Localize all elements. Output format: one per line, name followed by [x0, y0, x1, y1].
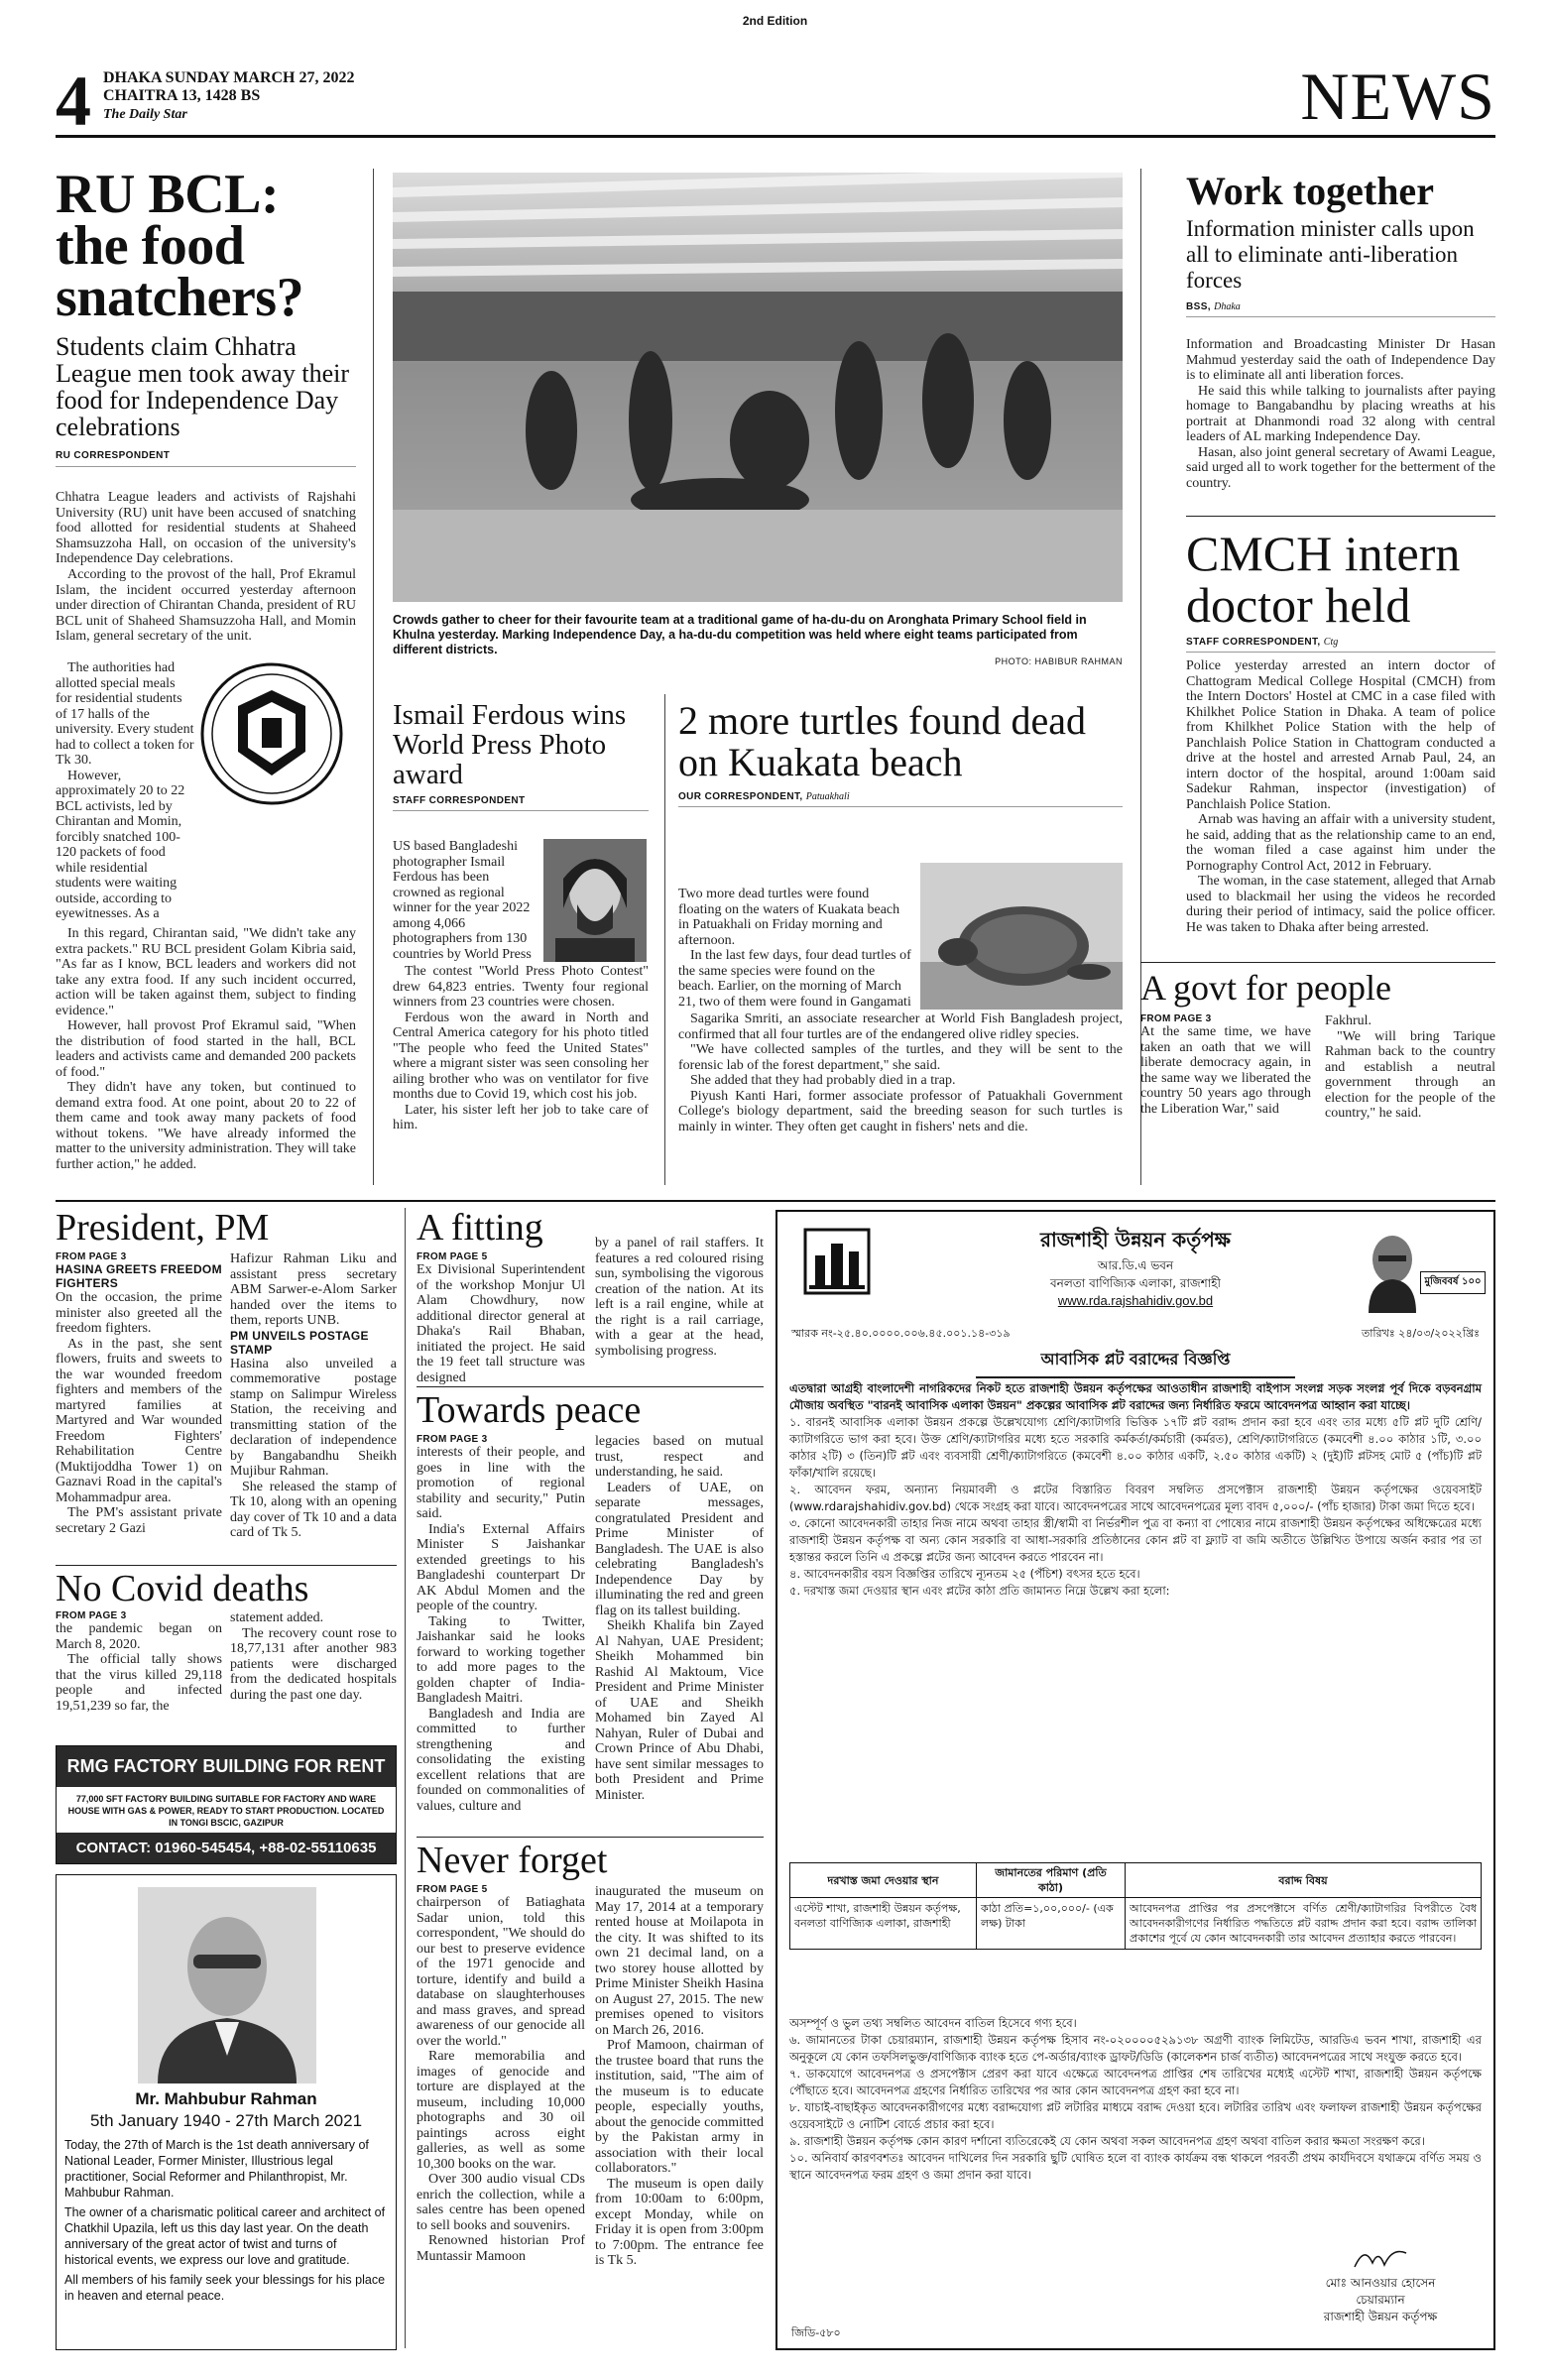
never-para: Renowned historian Prof Muntassir Mamoon	[417, 2233, 585, 2264]
cmch-para: Police yesterday arrested an intern doctor of Chattogram Medical College Hospital (CMCH) from the Intern Doctors' Hostel at CMC in a case filed with Khilkhet Police Station in Dhaka. A team of police from Khilkhet Police Station with the help of Panchlaish Police Station in Chattogram conducted a drive at the hostel and arrested Arnab Paul, 24, an intern doctor of the hospital, around 1:00am said Sadekur Rahman, inspector (investigation) of Panchlaish Police Station.	[1186, 658, 1495, 812]
turtles-para: In the last few days, four dead turtles of the same species were found on the beach. Earlier, on the morning of March 21, two of them were found in Gangamati	[678, 948, 911, 1010]
peace-headline: Towards peace	[417, 1389, 642, 1431]
ismail-byline: STAFF CORRESPONDENT	[393, 795, 649, 811]
president-para: As in the past, she sent flowers, fruits and sweets to the war wounded freedom fighters and members of the martyred families at Martyred and War wounded Freedom Fighters' Rehabilitation Centre (Muktijoddha Tower 1) on Gaznavi Road in the capital's Mohammadpur area.	[56, 1336, 222, 1505]
rda-item	[789, 2032, 1482, 2066]
work-together-byline-text: BSS,	[1186, 301, 1211, 312]
rda-ad	[775, 1210, 1495, 2350]
never-col2	[595, 1884, 764, 2350]
rda-item-text: অসম্পূর্ণ ও ভুল তথ্য সম্বলিত আবেদন বাতিল হিসেবে গণ্য হবে।	[789, 2016, 1077, 2030]
work-together-byline-place: Dhaka	[1214, 301, 1241, 312]
rda-table-cell: এস্টেট শাখা, রাজশাহী উন্নয়ন কর্তৃপক্ষ, বনলতা বাণিজ্যিক এলাকা, রাজশাহী	[790, 1898, 977, 1950]
turtles-para: Sagarika Smriti, an associate researcher at World Fish Bangladesh project, confirmed that all four turtles are of the endangered olive ridley species.	[678, 1012, 1123, 1042]
ru-bcl-para: In this regard, Chirantan said, "We didn't take any extra packets." RU BCL president Golam Kibria said, "As far as I know, BCL leaders and workers did not take any extra food. If any such incident occurred, action will be taken against them, subject to finding evidence."	[56, 926, 356, 1018]
ru-bcl-para: They didn't have any token, but continued to demand extra food. At one point, about 20 to 22 of them came and took away many packets of food without tokens. "We have already informed the matter to the university administration. They will take further action," he added.	[56, 1080, 356, 1172]
rda-item	[789, 2150, 1482, 2184]
turtles-byline-text: OUR CORRESPONDENT,	[678, 791, 803, 802]
ru-bcl-headline: RU BCL: the food snatchers?	[56, 164, 304, 328]
rda-item-number: ৮.	[789, 2100, 805, 2114]
fitting-kicker: FROM PAGE 5	[417, 1251, 488, 1262]
rda-table-cell: আবেদনপত্র প্রাপ্তির পর প্রসপেক্টাসে বর্ণিত শ্রেণী/ক্যাটাগরির বিপরীতে বৈধ আবেদনকারীগণের নির্ধারিত পদ্ধতিতে প্লট বরাদ্দ প্রদান করা হবে। বরাদ্দ তালিকা প্রকাশের পূর্বে যে কোন আবেদনকারী তার আবেদন প্রত্যাহার করতে পারবেন।	[1126, 1898, 1482, 1950]
rmg-ad	[56, 1745, 397, 1864]
peace-para: Taking to Twitter, Jaishankar said he looks forward to working together to add more pages to the golden chapter of India-Bangladesh Maitri.	[417, 1613, 585, 1706]
president-kicker: FROM PAGE 3	[56, 1251, 127, 1262]
rda-item-number: ৯.	[789, 2134, 804, 2148]
rda-intro: এতদ্বারা আগ্রহী বাংলাদেশী নাগরিকদের নিকট হতে রাজশাহী উন্নয়ন কর্তৃপক্ষের আওতাধীন রাজশাহী বাইপাস সংলগ্ন সড়ক সংলগ্ন পূর্ব দিকে বড়বনগ্রাম মৌজায় অবস্থিত "বারনই আবাসিক এলাকা উন্নয়ন" প্রকল্পের আবাসিক প্লট বরাদ্দের জন্য নির্ধারিত ফরমে আবেদনপত্র আহ্বান করা যাচ্ছে।	[789, 1381, 1482, 1412]
rda-ref-number: জিডি-৫৮০	[791, 2326, 841, 2339]
rda-item-number: ৭.	[789, 2067, 806, 2081]
rda-org-name: রাজশাহী উন্নয়ন কর্তৃপক্ষ	[1040, 1228, 1231, 1251]
fitting-para: by a panel of rail staffers. It features a red coloured rising sun, symbolising the vigorous creation of the nation. At its left is a rail engine, while at the right is a rail carriage, with a gear at the head, symbolising progress.	[595, 1236, 764, 1359]
cmch-para: The woman, in the case statement, alleged that Arnab used to blackmail her using the videos he recorded during their period of intimacy, said the police officer. He was taken to Dhaka after being arrested.	[1186, 874, 1495, 935]
president-para: On the occasion, the prime minister also greeted all the freedom fighters.	[56, 1290, 222, 1336]
hadudu-photo	[393, 173, 1123, 602]
ru-bcl-byline: RU CORRESPONDENT	[56, 450, 356, 467]
cmch-article	[1186, 528, 1495, 653]
rda-item-number: ৫.	[789, 1584, 804, 1598]
president-para: The PM's assistant private secretary 2 Gazi	[56, 1505, 222, 1536]
cmch-byline-place: Ctg	[1323, 637, 1339, 648]
ismail-article	[393, 700, 649, 811]
peace-col1	[417, 1434, 585, 1823]
govt-people-text1: At the same time, we have taken an oath that we will liberate democracy again, in the same way we liberated the country 50 years ago through the Liberation War," said	[1140, 1024, 1311, 1117]
peace-para: legacies based on mutual trust, respect and understanding, he said.	[595, 1434, 764, 1480]
rda-building: আর.ডি.এ ভবন	[1097, 1258, 1174, 1272]
president-para: She released the stamp of Tk 10, along with an opening day cover of Tk 10 and a data card of Tk 5.	[230, 1479, 397, 1540]
rda-item	[789, 1482, 1482, 1515]
ismail-portrait-photo	[543, 839, 647, 962]
work-together-headline: Work together	[1186, 169, 1434, 213]
rda-table-header: দরখাস্ত জমা দেওয়ার স্থান	[790, 1863, 977, 1898]
rda-item-text: আবেদন ফরম, অন্যান্য নিয়মাবলী ও প্লটের বিস্তারিত বিবরণ সম্বলিত প্রসপেক্টাস রাজশাহী উন্নয়ন কর্তৃপক্ষের ওয়েবসাইট (www.rdarajshahidiv.gov.bd) থেকে সংগ্রহ করা যাবে। আবেদনপত্রের সাথে আবেদনপত্রের মূল্য বাবদ ৫,০০০/- (পাঁচ হাজার) টাকা জমা দিতে হবে।	[789, 1483, 1482, 1513]
peace-col2	[595, 1434, 764, 1823]
mujib-borsho-badge: মুজিববর্ষ ১০০	[1420, 1271, 1486, 1294]
rda-notice-conditions	[789, 2015, 1482, 2184]
president-headline: President, PM	[56, 1207, 270, 1249]
never-para: The museum is open daily from 10:00am to 6:00pm, except Monday, while on Friday it is open from 3:00pm to 7:00pm. The entrance fee is Tk 5.	[595, 2176, 764, 2268]
rda-item	[789, 2066, 1482, 2099]
president-col1	[56, 1251, 222, 1536]
never-para: inaugurated the museum on May 17, 2014 at a temporary rented house at Moilapota in the city. It was shifted to its own 21 decimal land, on a two storey house allotted by Prime Minister Sheikh Hasina on August 27, 2015. The new premises opened to visitors on March 26, 2016.	[595, 1884, 764, 2038]
govt-people-col1	[1140, 1013, 1311, 1173]
president-article	[56, 1208, 393, 1248]
president-para: Hasina also unveiled a commemorative postage stamp on Salimpur Wireless Station, the receiving and transmitting station of the declaration of independence by Bangabandhu Sheikh Mujibur Rahman.	[230, 1356, 397, 1479]
peace-para: Sheikh Khalifa bin Zayed Al Nahyan, UAE President; Sheikh Mohammed bin Rashid Al Maktoum, Vice President and Prime Minister of UAE and Sheikh Mohamed bin Zayed Al Nahyan, Ruler of Dubai and Crown Prince of Abu Dhabi, have sent similar messages to both President and Prime Minister.	[595, 1618, 764, 1803]
never-para: Rare memorabilia and images of genocide and torture are displayed at the museum, including 10,000 photographs and 30 oil paintings across eight galleries, as well as some 10,300 books on the war.	[417, 2049, 585, 2172]
never-para: chairperson of Batiaghata Sadar union, told this correspondent, "We should do our best to preserve evidence of the 1971 genocide and torture, identify and build a database on slaughterhouses and mass graves, and spread awareness of our genocide all over the world."	[417, 1895, 585, 2049]
rda-date: তারিখঃ ২৪/০৩/২০২২খ্রিঃ	[1361, 1327, 1480, 1340]
ismail-headline: Ismail Ferdous wins World Press Photo award	[393, 699, 627, 790]
obituary-para: Today, the 27th of March is the 1st death anniversary of National Leader, Former Minister, Illustrious legal practitioner, Social Reformer and Philanthropist, Mr. Mahbubur Rahman.	[64, 2138, 369, 2200]
govt-people-article	[1140, 968, 1495, 1008]
cmch-para: Arnab was having an affair with a university student, he said, adding that as the relationship came to an end, the woman filed a case against him under the Pornography Control Act, 2012 in February.	[1186, 812, 1495, 874]
ru-bcl-body-top	[56, 490, 356, 567]
rda-item-text: আবেদনকারীর বয়স বিজ্ঞপ্তির তারিখে ন্যূনতম ২৫ (পঁচিশ) বৎসর হতে হবে।	[803, 1567, 1140, 1581]
rmg-ad-title: RMG FACTORY BUILDING FOR RENT	[57, 1746, 396, 1787]
photo-caption: Crowds gather to cheer for their favourite team at a traditional game of ha-du-du on Aronghata Primary School field in Khulna yesterday. Marking Independence Day, a ha-du-du competition was held where eight teams participated from different districts.	[393, 613, 1087, 656]
ru-bcl-body-3	[56, 926, 356, 1186]
ismail-body-2	[393, 964, 649, 1184]
ru-bcl-para: According to the provost of the hall, Prof Ekramul Islam, the incident occurred yesterday afternoon under direction of Chirantan Chanda, president of RU BCL unit of Shaheed Shamsuzzoha Hall, and Momin Islam, general secretary of the unit.	[56, 567, 356, 644]
rda-item	[789, 1515, 1482, 1566]
work-together-para: He said this while talking to journalists after paying homage to Bangabandhu by placing wreaths at his portrait at Dhanmondi road 32 along with central leaders of AL marking Independence Day.	[1186, 383, 1495, 444]
peace-article	[417, 1390, 764, 1430]
ru-bcl-body-1	[56, 567, 356, 660]
rda-item-number: ৪.	[789, 1567, 804, 1581]
rda-item-text: জামানতের টাকা চেয়ারম্যান, রাজশাহী উন্নয়ন কর্তৃপক্ষ হিসাব নং-০২০০০০৫২৯১৩৮ অগ্রণী ব্যাংক লিমিটেড, আরডিএ ভবন শাখা, রাজশাহী এর অনুকূলে যে কোন তফসিলভুক্ত/বাণিজ্যিক ব্যাংক হতে পে-অর্ডার/ব্যাংক ড্রাফট/ডিডি (কালেকশন চার্জ ব্যতীত) আবেদনপত্রের সাথে সংযুক্ত করতে হবে।	[789, 2033, 1482, 2064]
covid-col1	[56, 1610, 222, 1714]
turtles-byline-place: Patuakhali	[805, 791, 850, 802]
govt-people-text3: "We will bring Tarique Rahman back to the country and establish a neutral government through an election for the people of the country," he said.	[1325, 1028, 1495, 1121]
masthead-paper-name: The Daily Star	[103, 107, 187, 122]
rda-item-text: বারনই আবাসিক এলাকা উন্নয়ন প্রকল্পে উল্লেখযোগ্য শ্রেণি/ক্যাটাগরি ভিত্তিক ১৭টি প্লট বরাদ্দ প্রদান করা হবে এবং তার মধ্যে ৫টি প্লট দুটি শ্রেণি/ক্যাটাগরিতে ভাগ করা হবে। উক্ত শ্রেণি/ক্যাটাগরির মধ্যে হতে সরকারি কর্মকর্তা/কর্মচারী (কর্মরত), শ্রেণি/ক্যাটাগরিতে (কমবেশী ৪.০০ কাঠার ১টি, ৩.০০ কাঠার ২টি) ৩ (তিন)টি প্লট এবং ব্যবসায়ী শ্রেণী/ক্যাটাগরিতে (কমবেশী ৪.০০ কাঠার একটি, ২.৫০ কাঠার একটি) ২ (দুই)টি প্লটসহ মোট ৫ (পাঁচ)টি প্লট ফাঁকা/খালি রয়েছে।	[789, 1415, 1482, 1480]
govt-people-kicker: FROM PAGE 3	[1140, 1013, 1212, 1024]
rda-item	[789, 2133, 1482, 2150]
edition-label: 2nd Edition	[742, 14, 808, 28]
section-title: NEWS	[1300, 59, 1495, 134]
rmg-ad-body: 77,000 SFT FACTORY BUILDING SUITABLE FOR FACTORY AND WARE HOUSE WITH GAS & POWER, READY TO START PRODUCTION. LOCATED IN TONGI BSCIC, GAZIPUR	[67, 1794, 385, 1828]
rda-item	[789, 1583, 1482, 1600]
ru-bcl-para: However, approximately 20 to 22 BCL activists, led by Chirantan and Momin, forcibly snatched 100-120 packets of food while residential students were waiting outside, according to eyewitnesses. As a	[56, 768, 185, 921]
turtles-headline: 2 more turtles found dead on Kuakata beach	[678, 698, 1086, 784]
ru-bcl-article	[56, 164, 356, 467]
president-subhead-2: PM UNVEILS POSTAGE STAMP	[230, 1328, 369, 1357]
fitting-col1	[417, 1251, 585, 1385]
cmch-byline	[1186, 637, 1495, 653]
ismail-para: Ferdous won the award in North and Central America category for his photo titled "The people who feed the United States" where a migrant sister was seen consoling her ailing brother who was on ventilator for five months due to Covid 19, which cost his job.	[393, 1010, 649, 1102]
rda-notice-body	[789, 1380, 1482, 1600]
never-col1	[417, 1884, 585, 2350]
president-para: Hafizur Rahman Liku and assistant press secretary ABM Sarwer-e-Alom Sarker handed over the items to them, reports UNB.	[230, 1251, 397, 1328]
peace-para: India's External Affairs Minister S Jaishankar extended greetings to his Bangladeshi counterpart Dr AK Abdul Momen and the people of the country.	[417, 1521, 585, 1613]
rda-item-number: ৩.	[789, 1516, 805, 1530]
rda-item-number: ২.	[789, 1483, 815, 1496]
covid-para: The official tally shows that the virus killed 29,118 people and infected 19,51,239 so far, the	[56, 1652, 222, 1714]
rda-signatory-block	[1281, 2275, 1480, 2325]
work-together-article	[1186, 171, 1495, 317]
masthead-bangla-date: CHAITRA 13, 1428 BS	[103, 87, 261, 104]
never-headline: Never forget	[417, 1840, 608, 1881]
covid-article	[56, 1569, 397, 1608]
rda-item	[789, 2099, 1482, 2133]
obituary-name: Mr. Mahbubur Rahman	[135, 2089, 317, 2108]
rda-notice-title: আবাসিক প্লট বরাদ্দের বিজ্ঞপ্তি	[976, 1347, 1295, 1378]
govt-people-col2	[1325, 1013, 1495, 1168]
covid-col2	[230, 1610, 397, 1703]
rda-signatory-designation: চেয়ারম্যান	[1356, 2293, 1405, 2307]
rda-table-cell: কাঠা প্রতি=১,০০,০০০/- (এক লক্ষ) টাকা	[977, 1898, 1126, 1950]
rda-item	[789, 1414, 1482, 1482]
covid-kicker: FROM PAGE 3	[56, 1610, 127, 1621]
turtles-para: She added that they had probably died in a trap.	[690, 1073, 956, 1088]
covid-para: The recovery count rose to 18,77,131 after another 983 patients were discharged from the dedicated hospitals during the past one day.	[230, 1625, 397, 1703]
peace-para: interests of their people, and goes in line with the promotion of regional stability and security," Putin said.	[417, 1445, 585, 1521]
cmch-headline: CMCH intern doctor held	[1186, 526, 1461, 633]
ismail-para: The contest "World Press Photo Contest" drew 64,823 entries. Twenty four regional winners from 23 countries were chosen.	[393, 964, 649, 1010]
work-together-byline	[1186, 301, 1495, 317]
cmch-byline-text: STAFF CORRESPONDENT,	[1186, 637, 1321, 648]
rda-item-text: যাচাই-বাছাইকৃত আবেদনকারীগণের মধ্যে বরাদ্দযোগ্য প্লট লটারির মাধ্যমে বরাদ্দ দেওয়া হবে। লটারির তারিখ এবং ফলাফল রাজশাহী উন্নয়ন কর্তৃপক্ষের ওয়েবসাইটে ও নোটিশ বোর্ডে প্রচার করা হবে।	[789, 2100, 1482, 2131]
obituary-portrait-photo	[138, 1887, 316, 2083]
university-logo	[198, 660, 345, 807]
rda-item-text: রাজশাহী উন্নয়ন কর্তৃপক্ষ কোন কারণ দর্শানো ব্যতিরেকেই যে কোন অথবা সকল আবেদনপত্র গ্রহণ অথবা বাতিল করার ক্ষমতা সংরক্ষণ করে।	[803, 2134, 1425, 2148]
rda-item-number: ১.	[789, 1415, 806, 1429]
turtle-photo	[920, 863, 1123, 1010]
peace-para: Leaders of UAE, on separate messages, congratulated President and Prime Minister of Bangladesh. The UAE is also celebrating Bangladesh's Independence Day by illuminating the red and green flag on its tallest building.	[595, 1480, 764, 1618]
masthead-date: DHAKA SUNDAY MARCH 27, 2022	[103, 69, 355, 86]
rda-item-text: ডাকযোগে আবেদনপত্র ও প্রসপেক্টাস প্রেরণ করা যাবে এক্ষেত্রে আবেদনপত্র প্রাপ্তির শেষ তারিখের মধ্যেই এস্টেট শাখা, রাজশাহী উন্নয়ন কর্তৃপক্ষে পৌঁছাতে হবে। আবেদনপত্র গ্রহণের নির্ধারিত তারিখের পর আর কোন আবেদনপত্র গ্রহণ করা হবে না।	[789, 2067, 1482, 2097]
work-together-para: Hasan, also joint general secretary of Awami League, said urged all to work together for the betterment of the country.	[1186, 444, 1495, 491]
ru-bcl-deck: Students claim Chhatra League men took away their food for Independence Day celebrations	[56, 332, 349, 441]
president-subhead-1: HASINA GREETS FREEDOM FIGHTERS	[56, 1262, 222, 1290]
obituary-dates: 5th January 1940 - 27th March 2021	[89, 2111, 363, 2130]
turtles-body-2	[678, 1012, 1123, 1186]
rda-item-number: ১০.	[789, 2151, 812, 2165]
rda-item-text: দরখাস্ত জমা দেওয়ার স্থান এবং প্লটের কাঠা প্রতি জামানত নিম্নে উল্লেখ করা হলো:	[803, 1584, 1170, 1598]
page-number: 4	[56, 61, 91, 141]
never-para: Prof Mamoon, chairman of the trustee board that runs the institution, said, "The aim of the museum is to educate people, especially youths, about the genocide committed by the Pakistan army in association with their local collaborators."	[595, 2038, 764, 2176]
turtles-byline	[678, 791, 1123, 807]
obituary-para: All members of his family seek your blessings for his place in heaven and eternal peace.	[64, 2273, 386, 2303]
rda-table-row	[790, 1898, 1482, 1950]
rda-address: বনলতা বাণিজ্যিক এলাকা, রাজশাহী	[1050, 1276, 1221, 1290]
work-together-deck: Information minister calls upon all to eliminate anti-liberation forces	[1186, 216, 1475, 293]
rda-item	[789, 2015, 1482, 2032]
never-para: Over 300 audio visual CDs enrich the collection, while a sales centre has been opened to sell books and souvenirs.	[417, 2172, 585, 2233]
turtles-para: Piyush Kanti Hari, former associate professor of Patuakhali Government College's biology department, said the breeding season for such turtles is mainly in winter. They often get caught in fishers' nets and die.	[678, 1088, 1123, 1134]
rda-item-text: অনিবার্য কারণবশতঃ আবেদন দাখিলের দিন সরকারি ছুটি ঘোষিত হলে বা ব্যাংক কার্যক্রম বন্ধ থাকলে পরবর্তী প্রথম কার্যদিবসে যথাক্রমে বর্ণিত সময় ও স্থানে আবেদনপত্র ফরম গ্রহণ ও জমা প্রদান করা যাবে।	[789, 2151, 1482, 2182]
rda-website-link[interactable]: www.rda.rajshahidiv.gov.bd	[1057, 1293, 1214, 1308]
president-col2	[230, 1251, 397, 1541]
ismail-para: Later, his sister left her job to take care of him.	[393, 1102, 649, 1132]
ru-bcl-body-2	[56, 660, 194, 922]
peace-para: Bangladesh and India are committed to further strengthening and consolidating the existing excellent relations that are founded on commonalities of values, culture and	[417, 1706, 585, 1814]
rmg-ad-contact: CONTACT: 01960-545454, +88-02-55110635	[57, 1833, 396, 1863]
never-kicker: FROM PAGE 5	[417, 1884, 488, 1895]
ru-bcl-para: Chhatra League leaders and activists of Rajshahi University (RU) unit have been accused of snatching food allotted for residential students at Shaheed Shamsuzzoha Hall, on occasion of the university's Independence Day celebrations.	[56, 490, 356, 566]
obituary-ad	[56, 1874, 397, 2350]
rda-table-header: জামানতের পরিমাণ (প্রতি কাঠা)	[977, 1863, 1126, 1898]
turtles-body-1	[678, 887, 912, 1010]
turtles-para: Two more dead turtles were found floating on the waters of Kuakata beach in Patuakhali on Friday morning and afternoon.	[678, 887, 900, 948]
govt-people-headline: A govt for people	[1140, 968, 1391, 1008]
rda-signatory-name: মোঃ আনওয়ার হোসেন	[1325, 2276, 1436, 2290]
covid-para: statement added.	[230, 1610, 324, 1625]
rda-memo-number: স্মারক নং-২৫.৪০.০০০০.০০৬.৪৫.০০১.১৪-৩১৯	[791, 1327, 1011, 1340]
cmch-body	[1186, 658, 1495, 954]
obituary-text	[64, 2137, 388, 2304]
work-together-para: Information and Broadcasting Minister Dr Hasan Mahmud yesterday said the oath of Independence Day is to eliminate all anti liberation forces.	[1186, 337, 1495, 383]
fitting-para: Ex Divisional Superintendent of the workshop Monjur Ul Alam Chowdhury, now additional director general at Dhaka's Rail Bhaban, initiated the project. He said the 19 feet tall structure was designed	[417, 1262, 585, 1385]
never-article	[417, 1841, 764, 1880]
peace-kicker: FROM PAGE 3	[417, 1434, 488, 1445]
rda-table-header: বরাদ্দ বিষয়	[1126, 1863, 1482, 1898]
covid-para: the pandemic began on March 8, 2020.	[56, 1621, 222, 1652]
turtles-para: "We have collected samples of the turtles, and they will be sent to the forensic lab of the forest department," she said.	[678, 1042, 1123, 1073]
fitting-col2	[595, 1236, 764, 1359]
ru-bcl-para: The authorities had allotted special meals for residential students of 17 halls of the university. Every student had to collect a token for Tk 30.	[56, 660, 194, 768]
ru-bcl-para: However, hall provost Prof Ekramul said, "When the distribution of food started in the hall, BCL leaders and activists came and demanded 200 packets of food."	[56, 1018, 356, 1080]
rda-item-number: ৬.	[789, 2033, 806, 2047]
turtles-article	[678, 700, 1123, 807]
covid-headline: No Covid deaths	[56, 1568, 309, 1609]
ismail-body-1	[393, 839, 537, 962]
photo-credit: PHOTO: HABIBUR RAHMAN	[995, 656, 1123, 666]
rda-table	[789, 1862, 1482, 1950]
rda-table-header-row	[790, 1863, 1482, 1898]
ismail-para: US based Bangladeshi photographer Ismail Ferdous has been crowned as regional winner for the year 2022 among 4,066 photographers from 130 countries by World Press	[393, 839, 532, 962]
obituary-para: The owner of a charismatic political career and architect of Chatkhil Upazila, left us this day last year. On the death anniversary of the great actor of twist and turns of historical events, we express our love and gratitude.	[64, 2205, 386, 2267]
fitting-headline: A fitting	[417, 1207, 543, 1249]
signature-image	[1351, 2243, 1410, 2273]
rda-item	[789, 1566, 1482, 1583]
rda-signatory-org: রাজশাহী উন্নয়ন কর্তৃপক্ষ	[1323, 2310, 1438, 2323]
govt-people-text2: Fakhrul.	[1325, 1013, 1372, 1028]
rda-item-text: কোনো আবেদনকারী তাহার নিজ নামে অথবা তাহার স্ত্রী/স্বামী বা নির্ভরশীল পুত্র বা কন্যা বা পোষ্যের নামে রাজশাহী উন্নয়ন কর্তৃপক্ষের অধিক্ষেত্রের মধ্যে রাজশাহী উন্নয়ন কর্তৃপক্ষ বা অন্য কোন সরকারি বা আধা-সরকারি প্রতিষ্ঠানের কোন প্লট বা ফ্ল্যাট বা জমি অতীতে উল্লিখিত উপায়ে অর্জন করার পর তা হস্তান্তর করলে তিনি এ প্রকল্পে প্লটের জন্য আবেদন করতে পারবেন না।	[789, 1516, 1482, 1564]
work-together-body	[1186, 337, 1495, 506]
